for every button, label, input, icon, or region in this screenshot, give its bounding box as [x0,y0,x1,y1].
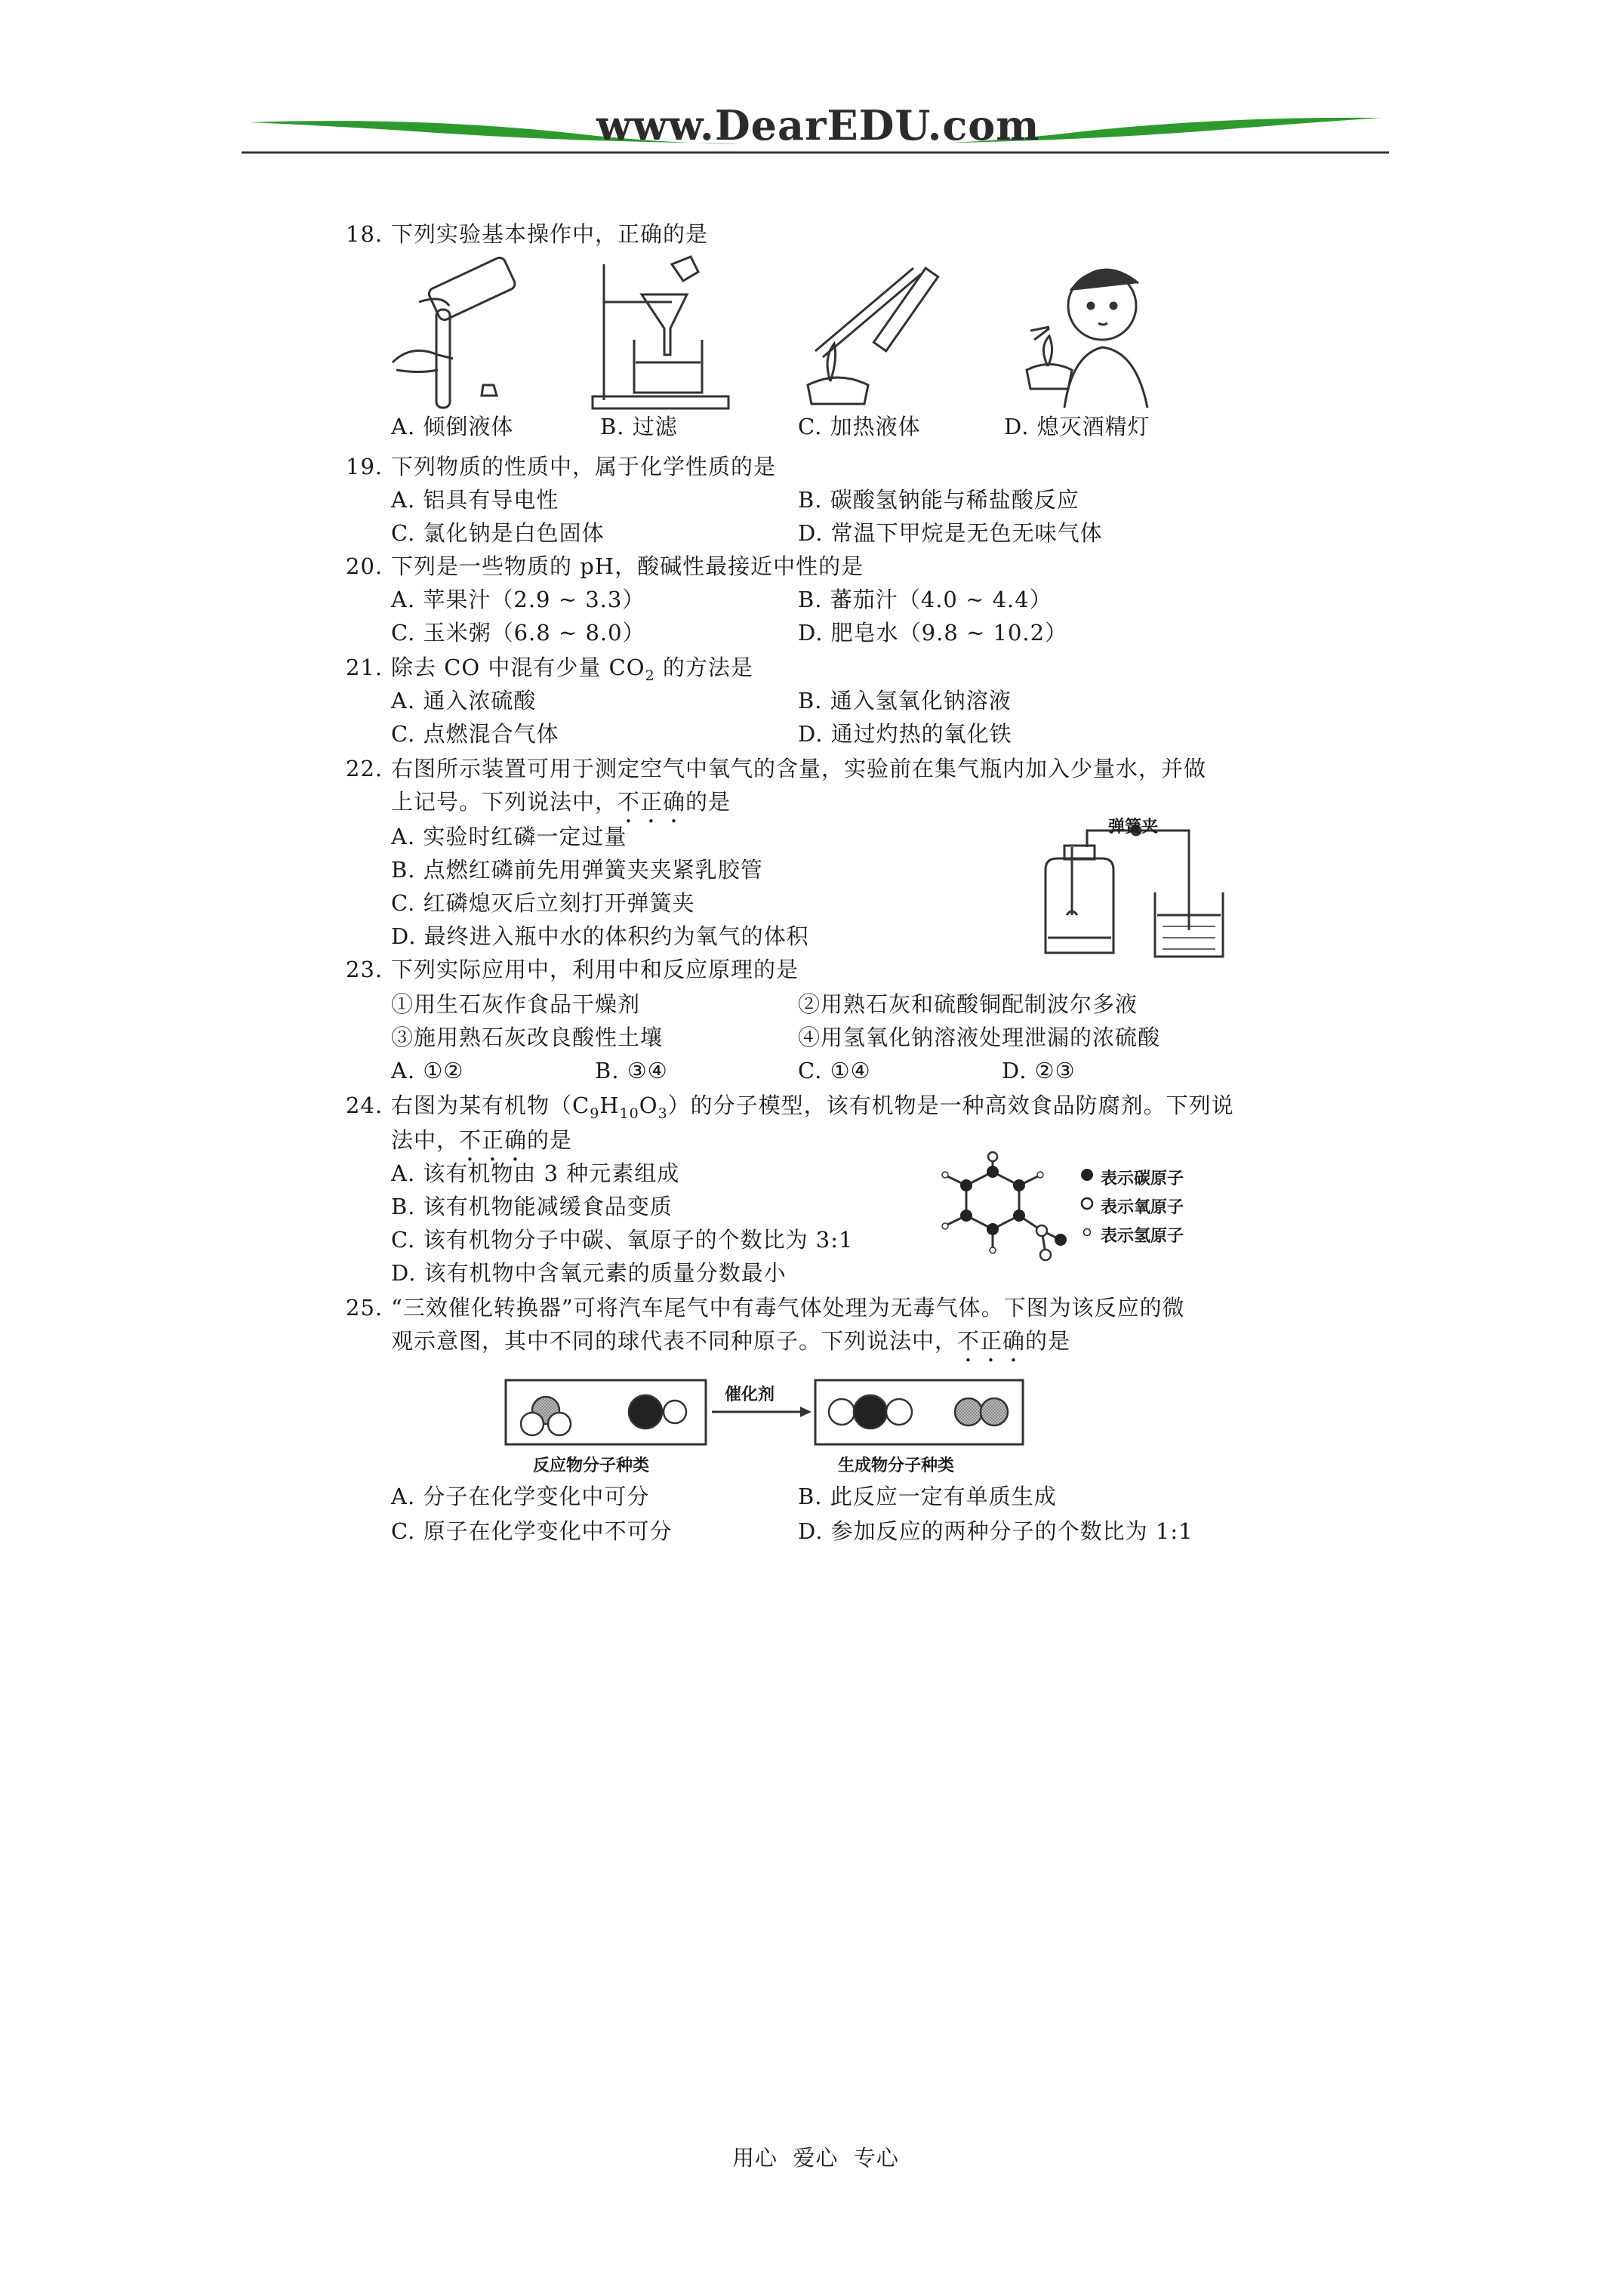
q19-stem: 19. 下列物质的性质中，属于化学性质的是 [346,454,777,479]
q25-stem-line1: 25. “三效催化转换器”可将汽车尾气中有毒气体处理为无毒气体。下图为该反应的微 [346,1295,1185,1321]
q20-option-d: D. 肥皂水（9.8 ~ 10.2） [798,620,1068,646]
q22-option-d: D. 最终进入瓶中水的体积约为氧气的体积 [391,923,809,949]
q20-option-c: C. 玉米粥（6.8 ~ 8.0） [391,620,645,646]
q23-item-4: ④用氢氧化钠溶液处理泄漏的浓硫酸 [798,1025,1161,1050]
q18-stem: 18. 下列实验基本操作中，正确的是 [346,219,708,249]
q23-item-1: ①用生石灰作食品干燥剂 [391,991,641,1017]
q23-stem: 23. 下列实际应用中，利用中和反应原理的是 [346,957,799,982]
q23-option-a: A. ①② [391,1058,464,1083]
q25-reactant-label: 反应物分子种类 [533,1456,650,1475]
q20-stem: 20. 下列是一些物质的 pH，酸碱性最接近中性的是 [346,553,864,579]
q18-option-a: A. 倾倒液体 [391,414,514,439]
q22-spring-clip-label: 弹簧夹 [1108,818,1159,837]
q22-stem-line2: 上记号。下列说法中，不正确的是 [391,789,731,815]
q25-option-a: A. 分子在化学变化中可分 [391,1484,650,1509]
q25-stem-line2: 观示意图，其中不同的球代表不同种原子。下列说法中，不正确的是 [391,1328,1071,1354]
q25-option-c: C. 原子在化学变化中不可分 [391,1518,673,1544]
q24-molecule-model-figure [921,1155,1072,1276]
q19-option-b: B. 碳酸氢钠能与稀盐酸反应 [798,487,1079,513]
q21-option-d: D. 通过灼热的氧化铁 [798,721,1012,747]
q23-option-c: C. ①④ [798,1058,871,1083]
q24-legend-carbon: 表示碳原子 [1101,1170,1184,1188]
q18-extinguish-lamp-figure [1004,249,1170,415]
q19-option-d: D. 常温下甲烷是无色无味气体 [798,520,1103,546]
q20-option-b: B. 蕃茄汁（4.0 ~ 4.4） [798,587,1052,612]
q22-option-c: C. 红磷熄灭后立刻打开弹簧夹 [391,890,695,916]
q24-option-a: A. 该有机物由 3 种元素组成 [391,1160,680,1186]
q18-heating-liquid-figure [785,260,951,411]
q18-option-b: B. 过滤 [600,414,678,439]
q25-option-d: D. 参加反应的两种分子的个数比为 1:1 [798,1518,1193,1544]
q18-number: 18. [346,221,383,247]
q21-stem: 21. 除去 CO 中混有少量 $CO_2$ 的方法是 [346,655,753,684]
q24-legend-oxygen-icon [1079,1196,1095,1211]
q22-option-b: B. 点燃红磷前先用弹簧夹夹紧乳胶管 [391,857,763,883]
q21-option-b: B. 通入氢氧化钠溶液 [798,688,1012,713]
q22-apparatus-figure [1023,817,1234,968]
footer-motto: 用心 爱心 专心 [732,2145,899,2171]
q18-pouring-liquid-figure [377,257,528,415]
q23-item-3: ③施用熟石灰改良酸性土壤 [391,1025,664,1050]
q24-legend-carbon-icon [1079,1167,1095,1182]
q25-catalyst-label: 催化剂 [725,1385,775,1404]
q25-option-b: B. 此反应一定有单质生成 [798,1484,1057,1509]
q21-option-a: A. 通入浓硫酸 [391,688,537,713]
q24-option-c: C. 该有机物分子中碳、氧原子的个数比为 3:1 [391,1227,854,1253]
q21-option-c: C. 点燃混合气体 [391,721,559,747]
q23-item-2: ②用熟石灰和硫酸铜配制波尔多液 [798,991,1138,1017]
q23-option-b: B. ③④ [595,1058,668,1083]
q20-option-a: A. 苹果汁（2.9 ~ 3.3） [391,587,645,612]
q24-legend-hydrogen-icon [1079,1225,1095,1240]
site-title: www.DearEDU.com [596,101,1040,149]
q25-product-label: 生成物分子种类 [838,1456,955,1475]
q24-option-d: D. 该有机物中含氧元素的质量分数最小 [391,1260,787,1286]
q18-option-c: C. 加热液体 [798,414,921,439]
q24-legend-oxygen: 表示氧原子 [1101,1198,1184,1217]
q24-option-b: B. 该有机物能减缓食品变质 [391,1194,673,1219]
q22-option-a: A. 实验时红磷一定过量 [391,824,627,849]
q18-filtration-figure [589,249,740,415]
q23-option-d: D. ②③ [1002,1058,1076,1083]
q24-stem-line1: 24. 右图为某有机物$(C_9H_{10}O_3)$的分子模型，该有机物是一种高效食品防腐剂。下列说 [346,1093,1234,1122]
q18-option-d: D. 熄灭酒精灯 [1004,414,1150,439]
q19-option-c: C. 氯化钠是白色固体 [391,520,605,546]
header-banner [242,101,1389,166]
q22-stem-line1: 22. 右图所示装置可用于测定空气中氧气的含量，实验前在集气瓶内加入少量水，并做 [346,756,1207,781]
q24-stem-line2: 法中，不正确的是 [391,1127,573,1153]
q24-legend-hydrogen: 表示氢原子 [1101,1227,1184,1246]
q19-option-a: A. 铝具有导电性 [391,487,559,513]
